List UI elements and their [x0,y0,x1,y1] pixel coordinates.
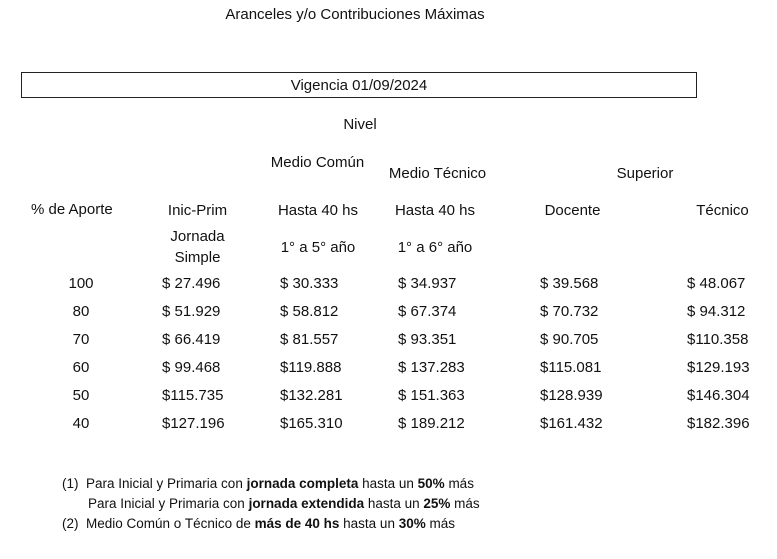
cell-aporte: 50 [72,387,90,404]
cell-inic-prim: $115.735 [162,387,224,404]
cell-tecnico: $110.358 [687,331,749,348]
footnote-bold: más de 40 hs [254,516,340,531]
cell-aporte: 60 [72,359,90,376]
cell-tecnico: $129.193 [687,359,750,376]
footnote-bold: jornada extendida [248,496,365,511]
cell-medio-tecnico: $ 189.212 [398,415,465,432]
header-docente: Docente [544,202,601,219]
cell-tecnico: $ 94.312 [687,303,746,320]
footnote-text: hasta un [339,516,399,531]
vigencia-label: Vigencia 01/09/2024 [290,76,428,94]
cell-medio-comun: $119.888 [280,359,342,376]
page-title: Aranceles y/o Contribuciones Máximas [225,6,485,23]
header-superior: Superior [616,165,674,182]
footnote-text: Para Inicial y Primaria con [88,496,249,511]
cell-docente: $ 90.705 [540,331,599,348]
cell-inic-prim: $ 27.496 [162,275,221,292]
header-anio-1-6: 1° a 6° año [397,239,473,256]
cell-medio-comun: $165.310 [280,415,343,432]
footnote-1b [88,494,480,513]
cell-medio-comun: $ 30.333 [280,275,339,292]
header-medio-tecnico: Medio Técnico [388,165,487,182]
cell-tecnico: $ 48.067 [687,275,746,292]
footnote-marker: (2) [62,516,79,531]
cell-medio-tecnico: $ 137.283 [398,359,465,376]
footnote-text: Para Inicial y Primaria con [86,476,247,491]
cell-docente: $115.081 [540,359,602,376]
cell-docente: $161.432 [540,415,603,432]
cell-medio-tecnico: $ 93.351 [398,331,457,348]
cell-tecnico: $182.396 [687,415,750,432]
cell-medio-comun: $ 58.812 [280,303,339,320]
cell-medio-tecnico: $ 151.363 [398,387,465,404]
cell-docente: $ 70.732 [540,303,599,320]
footnote-2 [62,514,455,533]
cell-inic-prim: $ 99.468 [162,359,221,376]
footnote-text: más [450,496,480,511]
cell-inic-prim: $127.196 [162,415,225,432]
cell-medio-comun: $ 81.557 [280,331,339,348]
header-hasta40-tecnico: Hasta 40 hs [394,202,476,219]
cell-medio-comun: $132.281 [280,387,343,404]
footnote-text: más [425,516,455,531]
header-anio-1-5: 1° a 5° año [280,239,356,256]
cell-aporte: 80 [72,303,90,320]
footnote-bold: 30% [398,516,426,531]
vigencia-box [21,72,697,98]
header-tecnico: Técnico [696,202,749,219]
cell-tecnico: $146.304 [687,387,750,404]
cell-docente: $128.939 [540,387,603,404]
footnote-text: hasta un [358,476,418,491]
footnote-bold: 50% [417,476,445,491]
footnote-1 [62,474,474,493]
cell-docente: $ 39.568 [540,275,599,292]
footnote-text: hasta un [364,496,424,511]
footnote-text: más [444,476,474,491]
cell-aporte: 40 [72,415,90,432]
nivel-heading: Nivel [343,116,377,133]
footnote-marker: (1) [62,476,79,491]
header-hasta40-comun: Hasta 40 hs [277,202,359,219]
footnote-bold: jornada completa [246,476,359,491]
header-aporte: % de Aporte [31,201,113,218]
header-inic-prim: Inic-Prim [167,202,228,219]
cell-aporte: 70 [72,331,90,348]
cell-medio-tecnico: $ 67.374 [398,303,457,320]
cell-medio-tecnico: $ 34.937 [398,275,457,292]
cell-inic-prim: $ 66.419 [162,331,221,348]
header-jornada-simple: Jornada Simple [170,228,225,266]
cell-aporte: 100 [68,275,94,292]
header-medio-comun: Medio Común [270,154,365,171]
footnote-text: Medio Común o Técnico de [86,516,255,531]
cell-inic-prim: $ 51.929 [162,303,221,320]
footnote-bold: 25% [423,496,451,511]
